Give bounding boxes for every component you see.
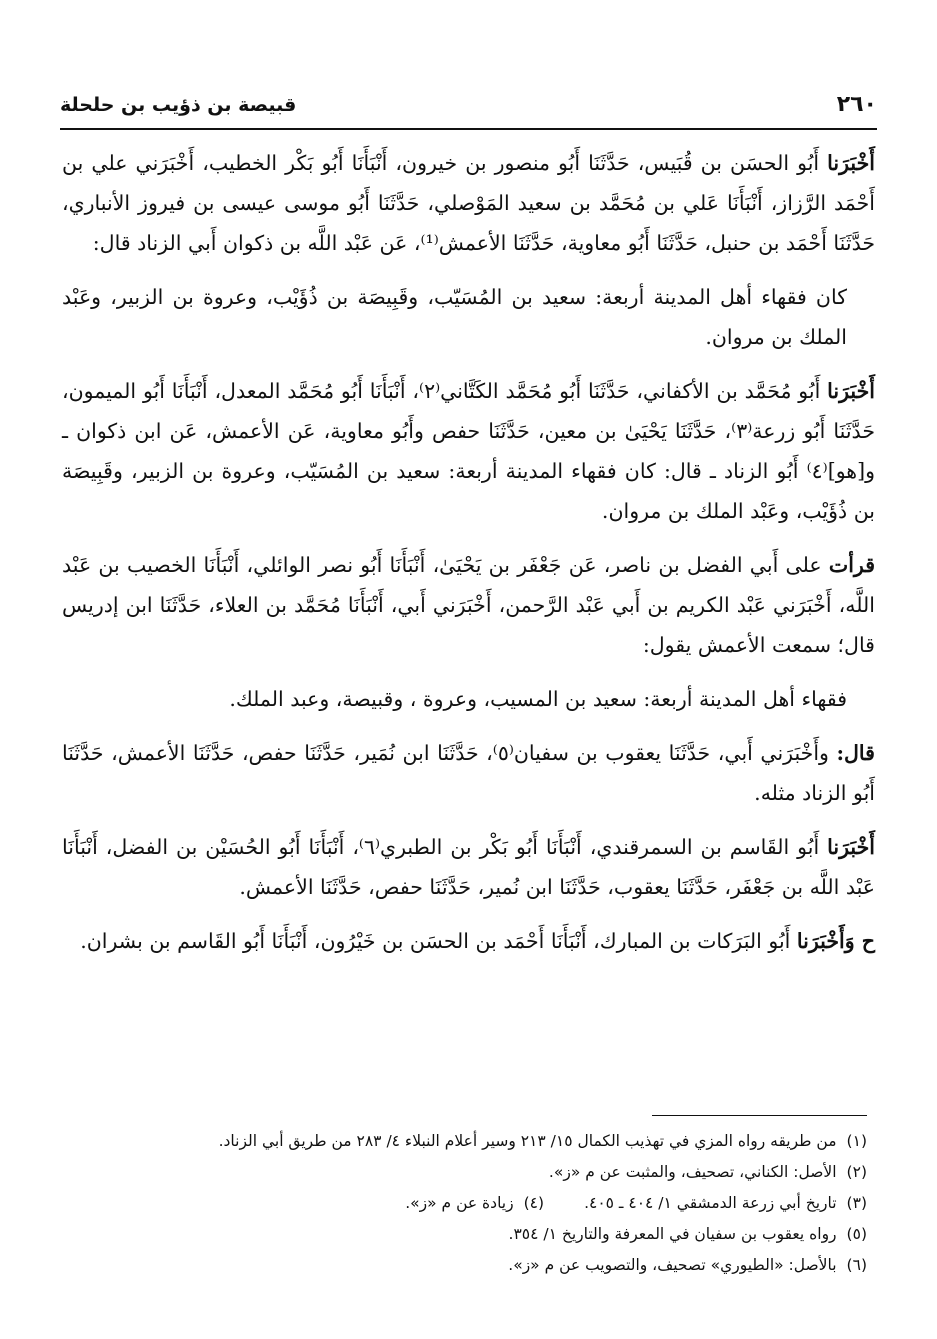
footnote-text: الأصل: الكناني، تصحيف، والمثبت عن م «ز». <box>548 1163 837 1181</box>
footnote-number: (٣) <box>846 1194 867 1212</box>
paragraph-text: أَبُو القَاسم بن السمرقندي، أَنْبَأَنَا أَبُو بَكْر بن الطبري⁽٦⁾، أَنْبَأَنَا أَبُو الحُسَيْن بن الفضل، أَنْبَأَنَا عَبْد اللَّه بن جَعْفَر، حَدَّثَنَا يعقوب، حَدَّثَنَا ابن نُمير، حَدَّثَنَا حفص، حَدَّثَنَا الأعمش. <box>62 835 875 899</box>
footnotes <box>62 1115 867 1281</box>
footnote-text: زيادة عن م «ز». <box>405 1194 514 1212</box>
footnote-text: رواه يعقوب بن سفيان في المعرفة والتاريخ ١/ ٣٥٤. <box>508 1225 837 1243</box>
paragraph-lead: قرأت <box>828 553 875 577</box>
footnote-divider <box>652 1115 867 1116</box>
paragraph-text: أَبُو البَرَكات بن المبارك، أَنْبَأَنَا أَحْمَد بن الحسَن بن خَيْرُون، أَنْبَأَنَا أَبُو القَاسم بن بشران. <box>80 929 797 953</box>
footnote-number: (٢) <box>846 1163 867 1181</box>
footnote-5 <box>62 1219 867 1250</box>
footnote-6 <box>62 1250 867 1281</box>
footnote-text: تاريخ أبي زرعة الدمشقي ١/ ٤٠٤ ـ ٤٠٥. <box>584 1194 837 1212</box>
paragraph-lead: قال: <box>836 741 875 765</box>
paragraph-text: فقهاء أهل المدينة أربعة: سعيد بن المسيب، وعروة ، وقبيصة، وعبد الملك. <box>229 687 847 711</box>
footnote-1 <box>62 1126 867 1157</box>
paragraph-lead: أَخْبَرَنا <box>827 379 875 403</box>
paragraph-text: أَبُو الحسَن بن قُبَيس، حَدَّثَنَا أَبُو منصور بن خيرون، أَنْبَأَنَا أَبُو بَكْر الخطيب، أَخْبَرَني علي بن أَحْمَد الرَّزاز، أَنْبَأَنَا عَلي بن مُحَمَّد بن سعيد المَوْصلي، حَدَّثَنَا أَبُو موسى عيسى بن فيروز الأنباري، حَدَّثَنَا أَحْمَد بن حنبل، حَدَّثَنَا أَبُو معاوية، حَدَّثَنَا الأعمش⁽¹⁾، عَن عَبْد اللَّه بن ذكوان أَبي الزناد قال: <box>62 151 875 255</box>
paragraph-text: على أَبي الفضل بن ناصر، عَن جَعْفَر بن يَحْيَىٰ، أَنْبَأَنَا أَبُو نصر الوائلي، أَنْبَأَنَا الخصيب بن عَبْد اللَّه، أَخْبَرَني عَبْد الكريم بن أَبي عَبْد الرَّحمن، أَخْبَرَني أَبي، أَنْبَأَنَا مُحَمَّد بن العلاء، حَدَّثَنَا ابن إدريس قال؛ سمعت الأعمش يقول: <box>62 553 875 657</box>
main-text <box>62 143 875 975</box>
footnote-text: بالأصل: «الطيوري» تصحيف، والتصويب عن م «ز». <box>508 1256 837 1274</box>
paragraph-lead: أَخْبَرَنا <box>827 151 875 175</box>
footnote-2 <box>62 1157 867 1188</box>
paragraph-5 <box>62 679 875 719</box>
footnote-3 <box>584 1188 867 1219</box>
paragraph-8 <box>62 921 875 961</box>
footnote-number: (٦) <box>846 1256 867 1274</box>
footnote-row <box>62 1188 867 1219</box>
paragraph-3 <box>62 371 875 531</box>
footnote-text: من طريقه رواه المزي في تهذيب الكمال ١٥/ ٢١٣ وسير أعلام النبلاء ٤/ ٢٨٣ من طريق أبي الزناد. <box>218 1132 837 1150</box>
page-header <box>60 88 877 130</box>
paragraph-2 <box>62 277 875 357</box>
paragraph-7 <box>62 827 875 907</box>
paragraph-text: كان فقهاء أهل المدينة أربعة: سعيد بن المُسَيّب، وقَبِيصَة بن ذُؤَيْب، وعروة بن الزبير، وعَبْد الملك بن مروان. <box>62 285 847 349</box>
footnote-number: (١) <box>846 1132 867 1150</box>
footnote-number: (٥) <box>846 1225 867 1243</box>
paragraph-4 <box>62 545 875 665</box>
paragraph-1 <box>62 143 875 263</box>
running-title: قبيصة بن ذؤيب بن حلحلة <box>60 94 297 116</box>
footnote-4 <box>405 1188 544 1219</box>
paragraph-text: أَبُو مُحَمَّد بن الأكفاني، حَدَّثَنَا أَبُو مُحَمَّد الكَتَّاني⁽٢⁾، أَنْبَأَنَا أَبُو مُحَمَّد المعدل، أَنْبَأَنَا أَبُو الميمون، حَدَّثَنَا أَبُو زرعة⁽٣⁾، حَدَّثَنَا يَحْيَىٰ بن معين، حَدَّثَنَا حفص وأَبُو معاوية، عَن الأعمش، عَن ابن ذكوان ـ و[هو]⁽٤⁾ أَبُو الزناد ـ قال: كان فقهاء المدينة أربعة: سعيد بن المُسَيّب، وعروة بن الزبير، وقَبِيصَة بن ذُؤَيْب، وعَبْد الملك بن مروان. <box>62 379 875 523</box>
paragraph-6 <box>62 733 875 813</box>
paragraph-lead: ح وَأَخْبَرَنا <box>796 929 875 953</box>
footnote-number: (٤) <box>523 1194 545 1212</box>
page-number: ٢٦٠ <box>836 92 877 117</box>
paragraph-lead: أَخْبَرَنا <box>827 835 875 859</box>
paragraph-text: وأَخْبَرَني أَبي، حَدَّثَنَا يعقوب بن سفيان⁽٥⁾، حَدَّثَنَا ابن نُمَير، حَدَّثَنَا حفص، حَدَّثَنَا الأعمش، حَدَّثَنَا أَبُو الزناد مثله. <box>62 741 875 805</box>
